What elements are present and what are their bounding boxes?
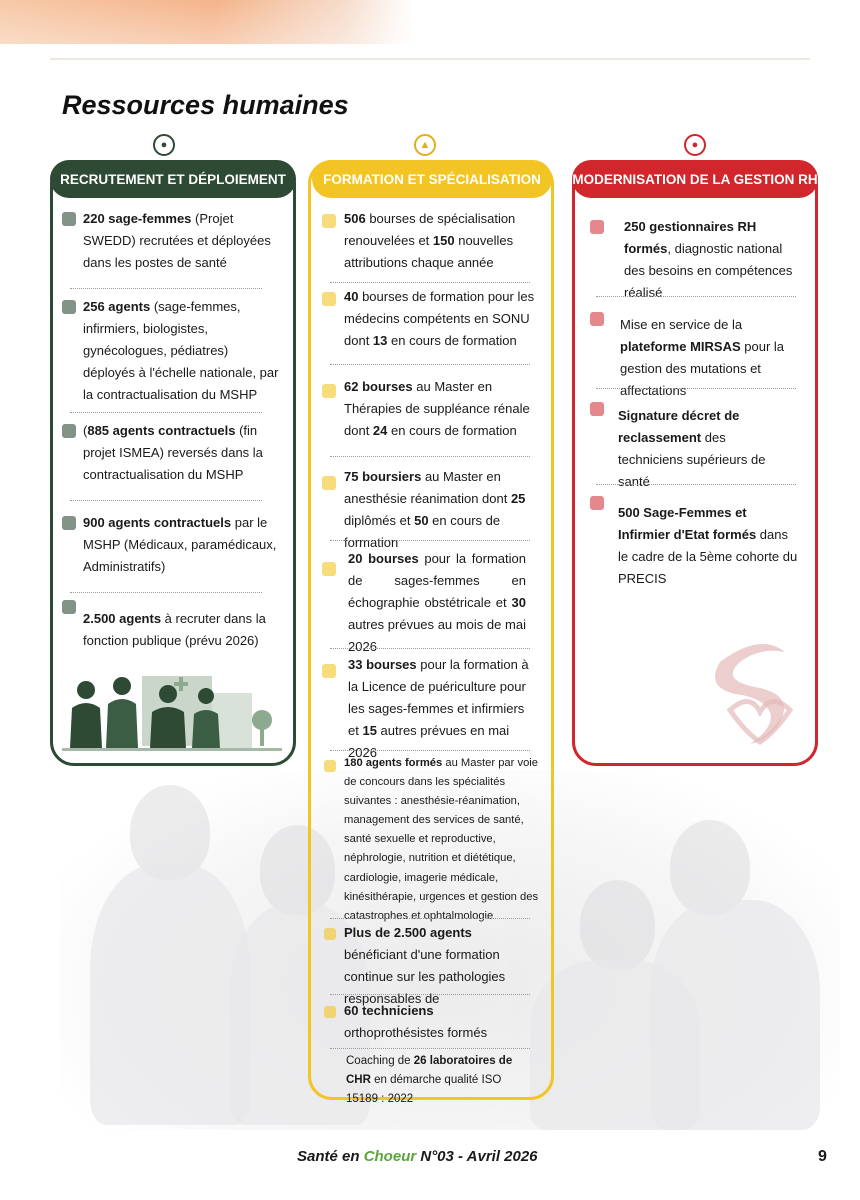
baby-icon — [322, 664, 336, 678]
team-icon — [590, 496, 604, 510]
divider — [70, 288, 262, 289]
list-item: 2.500 agents à recruter dans la fonction publique (prévu 2026) — [83, 611, 266, 648]
divider — [50, 58, 810, 60]
divider — [70, 592, 262, 593]
list-item: 60 techniciens orthoprothésistes formés — [344, 1003, 488, 1040]
list-item: 256 agents (sage-femmes, infirmiers, biologistes, gynécologues, pédiatres) déployés à l'échelle nationale, par la contractualisation du MSHP — [83, 299, 279, 402]
divider — [330, 648, 530, 649]
list-item: 506 bourses de spécialisation renouvelées et 150 nouvelles attributions chaque année — [344, 211, 516, 270]
column-header-hr-modernization: MODERNISATION DE LA GESTION RH — [572, 160, 818, 198]
group-icon — [62, 300, 76, 314]
person-icon — [62, 212, 76, 226]
signature-icon — [590, 402, 604, 416]
list-item: 75 boursiers au Master en anesthésie réanimation dont 25 diplômés et 50 en cours de formation — [344, 469, 526, 550]
list-item: 40 bourses de formation pour les médecins compétents en SONU dont 13 en cours de formation — [344, 289, 535, 348]
page-number: 9 — [818, 1148, 827, 1165]
group-icon — [62, 600, 76, 614]
team-icon: ● — [684, 134, 706, 156]
monitor-icon — [590, 312, 604, 326]
doctor-icon — [322, 292, 336, 306]
prosthesis-icon — [324, 1006, 336, 1018]
id-card-icon — [590, 220, 604, 234]
list-item: (885 agents contractuels (fin projet ISMEA) reversés dans la contractualisation du MSHP — [83, 423, 263, 482]
diploma-icon — [324, 760, 336, 772]
list-item: Plus de 2.500 agents bénéficiant d'une formation continue sur les pathologies responsables de — [344, 925, 506, 1006]
kidney-icon — [322, 384, 336, 398]
list-item: Mise en service de la plateforme MIRSAS pour la gestion des mutations et affectations — [620, 317, 785, 398]
list-item: 220 sage-femmes (Projet SWEDD) recrutées et déployées dans les postes de santé — [83, 211, 271, 270]
people-icon: ● — [153, 134, 175, 156]
column-header-recruitment: RECRUTEMENT ET DÉPLOIEMENT — [50, 160, 296, 198]
handshake-icon — [62, 424, 76, 438]
health-workers-illustration — [62, 668, 282, 758]
divider — [330, 994, 530, 995]
ministry-logo — [700, 632, 810, 752]
list-item: 20 bourses pour la formation de sages-femmes en échographie obstétricale et 30 autres prévues au mois de mai 2026 — [348, 551, 526, 654]
divider — [330, 282, 530, 283]
ultrasound-icon — [322, 562, 336, 576]
heart-icon — [322, 476, 336, 490]
page-title: Ressources humaines — [62, 90, 349, 120]
list-item: 250 gestionnaires RH formés, diagnostic national des besoins en compétences réalisé — [624, 219, 793, 300]
divider — [330, 456, 530, 457]
graduation-cap-icon: ▲ — [414, 134, 436, 156]
list-item: 180 agents formés au Master par voie de concours dans les spécialités suivantes : anesthésie-réanimation, management des services de santé, santé sexuelle et reproductive, néphrologie, nutrition et diététique, cardiologie, imagerie médicale, kinésithérapie, urgences et gestion des catastrophes et ophtalmologie — [344, 757, 539, 922]
list-item: 62 bourses au Master en Thérapies de suppléance rénale dont 24 en cours de formation — [344, 379, 530, 438]
divider — [330, 918, 530, 919]
divider — [596, 388, 796, 389]
divider — [596, 296, 796, 297]
list-item: 500 Sage-Femmes et Infirmier d'Etat formés dans le cadre de la 5ème cohorte du PRECIS — [618, 505, 798, 586]
divider — [70, 412, 262, 413]
divider — [70, 500, 262, 501]
cap-icon — [322, 214, 336, 228]
divider — [330, 364, 530, 365]
divider — [330, 750, 530, 751]
people-icon — [324, 928, 336, 940]
divider — [596, 484, 796, 485]
column-header-training: FORMATION ET SPÉCIALISATION — [312, 160, 552, 198]
divider — [330, 1048, 530, 1049]
list-item: Signature décret de reclassement des techniciens supérieurs de santé — [618, 408, 766, 489]
divider — [330, 540, 530, 541]
list-item: Coaching de 26 laboratoires de CHR en démarche qualité ISO 15189 : 2022 — [346, 1055, 513, 1105]
document-icon — [62, 516, 76, 530]
footer-issue: Santé en Choeur N°03 - Avril 2026 — [297, 1148, 538, 1165]
list-item: 900 agents contractuels par le MSHP (Médicaux, paramédicaux, Administratifs) — [83, 515, 277, 574]
list-item: 33 bourses pour la formation à la Licence de puériculture pour les sages-femmes et infirmiers et 15 autres prévues en mai 2026 — [348, 657, 529, 760]
top-banner — [0, 0, 860, 44]
